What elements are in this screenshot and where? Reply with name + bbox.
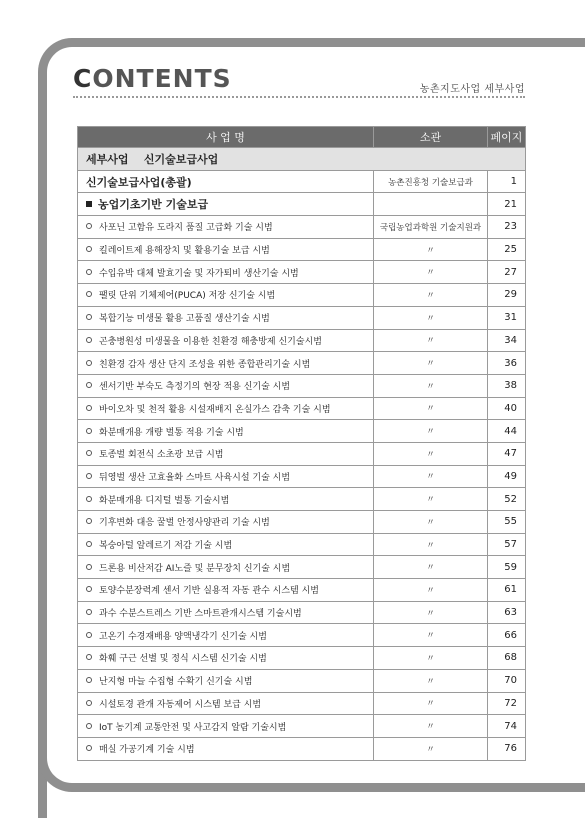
row-page: 31: [488, 306, 526, 329]
circle-bullet-icon: [86, 723, 92, 729]
row-name-cell: [78, 420, 374, 443]
table-row[interactable]: [78, 669, 526, 692]
row-dept: 〃: [374, 261, 488, 284]
row-page: 44: [488, 420, 526, 443]
summary-page: 1: [488, 170, 526, 193]
row-name: 센서기반 부숙도 측정기의 현장 적용 신기술 시범: [99, 382, 291, 393]
row-name: 뒤영벌 생산 고효율화 스마트 사육시설 기술 시범: [99, 472, 291, 483]
circle-bullet-icon: [86, 405, 92, 411]
row-dept: 〃: [374, 692, 488, 715]
row-page: 38: [488, 374, 526, 397]
summary-name: 신기술보급사업(총괄): [78, 170, 374, 193]
row-name: 바이오차 및 천적 활용 시설재배지 온실가스 감축 기술 시범: [99, 404, 331, 415]
row-page: 47: [488, 442, 526, 465]
circle-bullet-icon: [86, 450, 92, 456]
row-name-cell: [78, 216, 374, 239]
circle-bullet-icon: [86, 541, 92, 547]
row-name-cell: [78, 556, 374, 579]
row-name-cell: [78, 624, 374, 647]
row-page: 55: [488, 511, 526, 534]
row-name-cell: [78, 238, 374, 261]
row-page: 66: [488, 624, 526, 647]
title-rest: ONTENTS: [92, 64, 232, 93]
table-row[interactable]: [78, 737, 526, 760]
row-dept: 〃: [374, 397, 488, 420]
circle-bullet-icon: [86, 360, 92, 366]
column-header-name: 사 업 명: [78, 127, 374, 148]
row-name-cell: [78, 306, 374, 329]
row-page: 40: [488, 397, 526, 420]
table-row[interactable]: [78, 216, 526, 239]
circle-bullet-icon: [86, 269, 92, 275]
table-row[interactable]: [78, 579, 526, 602]
circle-bullet-icon: [86, 518, 92, 524]
circle-bullet-icon: [86, 473, 92, 479]
row-dept: 〃: [374, 533, 488, 556]
section-title: 세부사업 신기술보급사업: [78, 148, 526, 171]
row-page: 76: [488, 737, 526, 760]
row-name: 화훼 구근 선별 및 정식 시스템 신기술 시범: [99, 654, 267, 665]
table-row[interactable]: [78, 261, 526, 284]
row-dept: 〃: [374, 488, 488, 511]
circle-bullet-icon: [86, 700, 92, 706]
row-dept: 〃: [374, 715, 488, 738]
row-name: 곤충병원성 미생물을 이용한 친환경 해충방제 신기술시범: [99, 336, 322, 347]
row-dept: 〃: [374, 601, 488, 624]
table-row[interactable]: [78, 601, 526, 624]
row-name-cell: [78, 601, 374, 624]
contents-title: [73, 64, 232, 93]
row-dept: 〃: [374, 556, 488, 579]
table-row[interactable]: [78, 465, 526, 488]
row-name: 기후변화 대응 꿀벌 안정사양관리 기술 시범: [99, 518, 270, 529]
row-name: 킬레이트제 용해장치 및 활용기술 보급 시범: [99, 246, 270, 257]
row-page: 63: [488, 601, 526, 624]
row-dept: 〃: [374, 737, 488, 760]
row-name-cell: [78, 511, 374, 534]
circle-bullet-icon: [86, 496, 92, 502]
row-name: 복숭아털 알레르기 저감 기술 시범: [99, 541, 233, 552]
circle-bullet-icon: [86, 291, 92, 297]
table-row[interactable]: [78, 306, 526, 329]
row-name-cell: [78, 737, 374, 760]
table-row[interactable]: [78, 420, 526, 443]
table-row[interactable]: [78, 556, 526, 579]
table-row[interactable]: [78, 511, 526, 534]
row-page: 34: [488, 329, 526, 352]
row-name: 토양수분장력계 센서 기반 실용적 자동 관수 시스템 시범: [99, 586, 319, 597]
row-name: 드론용 비산저감 AI노즐 및 분무장치 신기술 시범: [99, 563, 291, 574]
row-dept: 국립농업과학원 기술지원과: [374, 216, 488, 239]
table-row[interactable]: [78, 624, 526, 647]
row-name: 고온기 수경재배용 양액냉각기 신기술 시범: [99, 631, 267, 642]
table-row[interactable]: [78, 329, 526, 352]
row-page: 27: [488, 261, 526, 284]
row-dept: 〃: [374, 465, 488, 488]
group-name: 농업기초기반 기술보급: [98, 198, 209, 212]
row-dept: 〃: [374, 647, 488, 670]
row-dept: 〃: [374, 579, 488, 602]
row-name: 시설토경 관개 자동제어 시스템 보급 시범: [99, 699, 262, 710]
row-name-cell: [78, 442, 374, 465]
row-name: 친환경 감자 생산 단지 조성을 위한 종합관리기술 시범: [99, 359, 311, 370]
circle-bullet-icon: [86, 586, 92, 592]
contents-table: [77, 126, 526, 761]
row-page: 74: [488, 715, 526, 738]
table-row[interactable]: [78, 352, 526, 375]
table-row[interactable]: [78, 442, 526, 465]
row-name-cell: [78, 488, 374, 511]
title-first-letter: C: [73, 64, 93, 93]
row-name-cell: [78, 261, 374, 284]
row-dept: 〃: [374, 238, 488, 261]
table-row[interactable]: [78, 692, 526, 715]
section-row: [78, 148, 526, 171]
column-header-page: 페이지: [488, 127, 526, 148]
table-row[interactable]: [78, 374, 526, 397]
row-name: 과수 수분스트레스 기반 스마트관개시스템 기술시범: [99, 609, 302, 620]
row-page: 23: [488, 216, 526, 239]
row-page: 52: [488, 488, 526, 511]
circle-bullet-icon: [86, 428, 92, 434]
row-name: 화분매개용 개량 벌통 적용 기술 시범: [99, 427, 244, 438]
group-row[interactable]: [78, 193, 526, 216]
row-dept: 〃: [374, 306, 488, 329]
row-name: 매실 가공기계 기술 시범: [99, 745, 195, 756]
row-page: 57: [488, 533, 526, 556]
row-dept: 〃: [374, 352, 488, 375]
row-name-cell: [78, 329, 374, 352]
table-row[interactable]: [78, 488, 526, 511]
row-page: 25: [488, 238, 526, 261]
table-header-row: [78, 127, 526, 148]
title-divider: [73, 96, 525, 98]
page-subtitle: 농촌지도사업 세부사업: [419, 84, 525, 95]
row-name-cell: [78, 692, 374, 715]
table-row[interactable]: [78, 715, 526, 738]
row-name: 화분매개용 디지털 벌통 기술시범: [99, 495, 230, 506]
row-dept: 〃: [374, 669, 488, 692]
summary-row[interactable]: [78, 170, 526, 193]
row-dept: 〃: [374, 374, 488, 397]
circle-bullet-icon: [86, 564, 92, 570]
row-name-cell: [78, 465, 374, 488]
circle-bullet-icon: [86, 745, 92, 751]
column-header-dept: 소관: [374, 127, 488, 148]
row-dept: 〃: [374, 284, 488, 307]
group-name-cell: [78, 193, 374, 216]
row-name-cell: [78, 374, 374, 397]
circle-bullet-icon: [86, 246, 92, 252]
row-page: 68: [488, 647, 526, 670]
circle-bullet-icon: [86, 382, 92, 388]
row-name: 토종벌 회전식 소초광 보급 시범: [99, 450, 224, 461]
row-name-cell: [78, 669, 374, 692]
row-page: 72: [488, 692, 526, 715]
table-row[interactable]: [78, 284, 526, 307]
table-row[interactable]: [78, 533, 526, 556]
row-dept: 〃: [374, 420, 488, 443]
row-name-cell: [78, 647, 374, 670]
circle-bullet-icon: [86, 314, 92, 320]
row-page: 61: [488, 579, 526, 602]
row-dept: 〃: [374, 624, 488, 647]
row-name: IoT 농기계 교통안전 및 사고감지 알람 기술시범: [99, 722, 287, 733]
circle-bullet-icon: [86, 223, 92, 229]
row-name: 사포닌 고함유 도라지 품질 고급화 기술 시범: [99, 223, 273, 234]
square-bullet-icon: [86, 201, 92, 207]
row-name-cell: [78, 579, 374, 602]
summary-dept: 농촌진흥청 기술보급과: [374, 170, 488, 193]
row-name: 난지형 마늘 수집형 수확기 신기술 시범: [99, 677, 253, 688]
row-name: 팰릿 단위 기체제어(PUCA) 저장 신기술 시범: [99, 291, 276, 302]
row-name-cell: [78, 533, 374, 556]
row-page: 59: [488, 556, 526, 579]
circle-bullet-icon: [86, 654, 92, 660]
row-page: 29: [488, 284, 526, 307]
row-page: 36: [488, 352, 526, 375]
row-page: 70: [488, 669, 526, 692]
group-dept: [374, 193, 488, 216]
table-row[interactable]: [78, 397, 526, 420]
row-dept: 〃: [374, 442, 488, 465]
table-row[interactable]: [78, 647, 526, 670]
row-name-cell: [78, 397, 374, 420]
circle-bullet-icon: [86, 337, 92, 343]
row-name-cell: [78, 352, 374, 375]
circle-bullet-icon: [86, 632, 92, 638]
group-page: 21: [488, 193, 526, 216]
row-name: 복합기능 미생물 활용 고품질 생산기술 시범: [99, 314, 270, 325]
table-row[interactable]: [78, 238, 526, 261]
row-page: 49: [488, 465, 526, 488]
row-name-cell: [78, 284, 374, 307]
row-dept: 〃: [374, 511, 488, 534]
circle-bullet-icon: [86, 609, 92, 615]
circle-bullet-icon: [86, 677, 92, 683]
row-name: 수입유박 대체 발효기술 및 자가퇴비 생산기술 시범: [99, 268, 299, 279]
row-dept: 〃: [374, 329, 488, 352]
row-name-cell: [78, 715, 374, 738]
